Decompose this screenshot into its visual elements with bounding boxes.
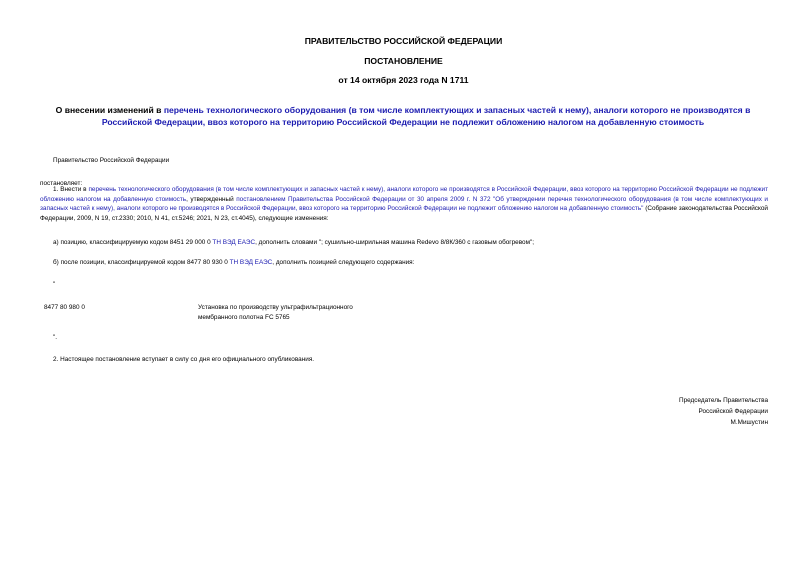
item-1-list-link[interactable]: перечень технологического оборудования (в том числе комплектующих и запасных частей к нему), аналоги которого не производятся в Российской Федерации, ввоз которого на территорию Российской Федерации не подлежит обложению налогом на добавленную стоимость [40, 186, 769, 203]
quote-close: ". [53, 334, 58, 341]
resolves-text: постановляет: [40, 180, 83, 187]
document-type: ПОСТАНОВЛЕНИЕ [364, 56, 443, 66]
document-date-number: от 14 октября 2023 года N 1711 [338, 75, 469, 85]
table-row-desc-line1: Установка по производству ультрафильтрационного [198, 304, 353, 311]
signature-line1: Председатель Правительства [679, 397, 768, 404]
item-b-lead: б) после позиции, классифицируемой кодом 8477 80 930 0 [53, 259, 230, 266]
title-list-link[interactable]: перечень технологического оборудования (в том числе комплектующих и запасных частей к нему), аналоги которого не производятся в Российской Федерации, ввоз которого на территорию Российской Федерации не подлежит обложению налогом на добавленную стоимость [101, 105, 751, 127]
item-b-tail: , дополнить позицией следующего содержания: [272, 259, 415, 266]
signature-name: М.Мишустин [730, 419, 768, 426]
item-a-tnved-link[interactable]: ТН ВЭД ЕАЭС [212, 239, 256, 246]
item-b-paragraph [53, 258, 414, 268]
item-a-tail: , дополнить словами "; сушильно-ширильная машина Redevo 8/8К/360 с газовым обогревом"; [255, 239, 535, 246]
item-1-approved: , утвержденный [186, 195, 237, 203]
issuer-text: Правительство Российской Федерации [53, 157, 170, 164]
table-row-code: 8477 80 980 0 [44, 304, 85, 311]
item-2-paragraph: 2. Настоящее постановление вступает в силу со дня его официального опубликования. [53, 356, 315, 363]
government-header: ПРАВИТЕЛЬСТВО РОССИЙСКОЙ ФЕДЕРАЦИИ [304, 36, 503, 46]
table-row-description [198, 303, 353, 322]
document-title [30, 104, 776, 128]
item-1-resolution-link[interactable]: постановлением Правительства Российской Федерации от 30 апреля 2009 г. N 372 "Об утверждении перечня технологического оборудования (в том числе комплектующих и запасных частей к нему), аналоги которого не производятся в Российской Федерации, ввоз которого на территорию Российской Федерации не подлежит обложению налогом на добавленную стоимость" [40, 195, 768, 213]
signature-block [679, 395, 768, 428]
table-row-desc-line2: мембранного полотна FC 5765 [198, 313, 290, 321]
item-1-tail: (Собрание законодательства Российской Федерации, 2009, N 19, ст.2330; 2010, N 41, ст.5246; 2021, N 23, ст.4045), следующие изменения: [40, 205, 768, 222]
item-1-lead: 1. Внести в [53, 186, 89, 193]
item-a-lead: а) позицию, классифицируемую кодом 8451 29 000 0 [53, 239, 213, 246]
item-1-paragraph [40, 185, 768, 223]
quote-open: " [53, 281, 56, 288]
item-b-tnved-link[interactable]: ТН ВЭД ЕАЭС [229, 259, 273, 266]
item-a-paragraph [53, 238, 534, 248]
title-prefix: О внесении изменений в [55, 105, 164, 115]
signature-line2: Российской Федерации [698, 408, 768, 415]
